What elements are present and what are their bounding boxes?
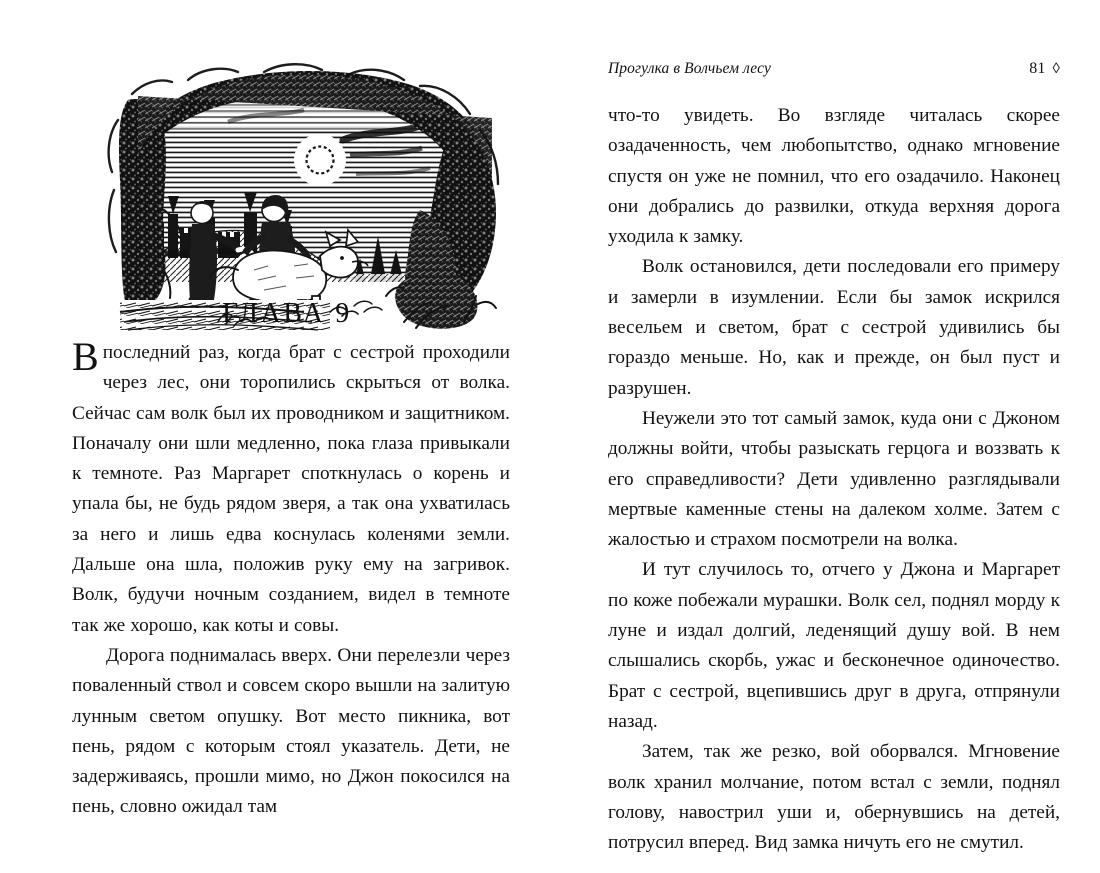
woodcut-engraving [68, 60, 506, 332]
paragraph-right-3: Неужели это тот самый замок, куда они с Джоном должны войти, чтобы разыскать герцога и воззвать к его справедливости? Дети удивленно разглядывали мертвые каменные стены на далеком холме. Затем с жалостью и страхом посмотрели на волка. [608, 407, 1060, 551]
moon-icon [294, 134, 346, 186]
paragraph-right-1: что-то увидеть. Во взгляде читалась скорее озадаченность, чем любопытство, однако мгновение спустя он уже не помнил, что его озадачило. Наконец они добрались до развилки, откуда верхняя дорога уходила к замку. [608, 105, 1060, 248]
drop-cap: В [72, 334, 99, 379]
paragraph-right-4: И тут случилось то, отчего у Джона и Маргарет по коже побежали мурашки. Волк сел, поднял морду к луне и издал долгий, леденящий душу вой. В нем слышались скорбь, ужас и бесконечное одиночество. Брат с сестрой, вцепившись друг в друга, отпрянули назад. [608, 559, 1060, 732]
paragraph-left-1 [72, 334, 510, 641]
lozenge-ornament: ◊ [1052, 61, 1060, 77]
running-head [608, 60, 1060, 78]
chapter-opening-illustration [68, 60, 506, 332]
page-number [1029, 60, 1060, 78]
paragraph-right-2: Волк остановился, дети последовали его примеру и замерли в изумлении. Если бы замок искрился весельем и светом, брат с сестрой удивились бы гораздо меньше. Но, как и прежде, он был пуст и разрушен. [608, 256, 1060, 399]
paragraph-left-2: Дорога поднималась вверх. Они перелезли через поваленный ствол и совсем скоро вышли на залитую лунным светом опушку. Вот место пикника, вот пень, рядом с которым стоял указатель. Дети, не задерживаясь, прошли мимо, но Джон покосился на пень, словно ожидал там [72, 644, 510, 818]
right-page-column [608, 60, 1060, 858]
left-page-column [72, 60, 510, 823]
folio-number: 81 [1029, 60, 1046, 77]
paragraph-text: последний раз, когда брат с сестрой проходили через лес, они торопились скрыться от волка. Сейчас сам волк был их проводником и защитником. Поначалу они шли медленно, пока глаза привыкали к темноте. Раз Маргарет споткнулась о корень и упала бы, не будь рядом зверя, а так она ухватилась за него и лишь едва коснулась коленями земли. Дальше она шла, положив руку ему на загривок. Волк, будучи ночным созданием, видел в темноте так же хорошо, как коты и совы. [72, 342, 510, 636]
running-head-title: Прогулка в Волчьем лесу [608, 60, 771, 77]
chapter-title: ГЛАВА 9 [222, 298, 352, 329]
paragraph-right-5: Затем, так же резко, вой оборвался. Мгновение волк хранил молчание, потом встал с земли, поднял голову, навострил уши и, обернувшись на детей, потрусил вперед. Вид замка ничуть его не смутил. [608, 741, 1060, 854]
